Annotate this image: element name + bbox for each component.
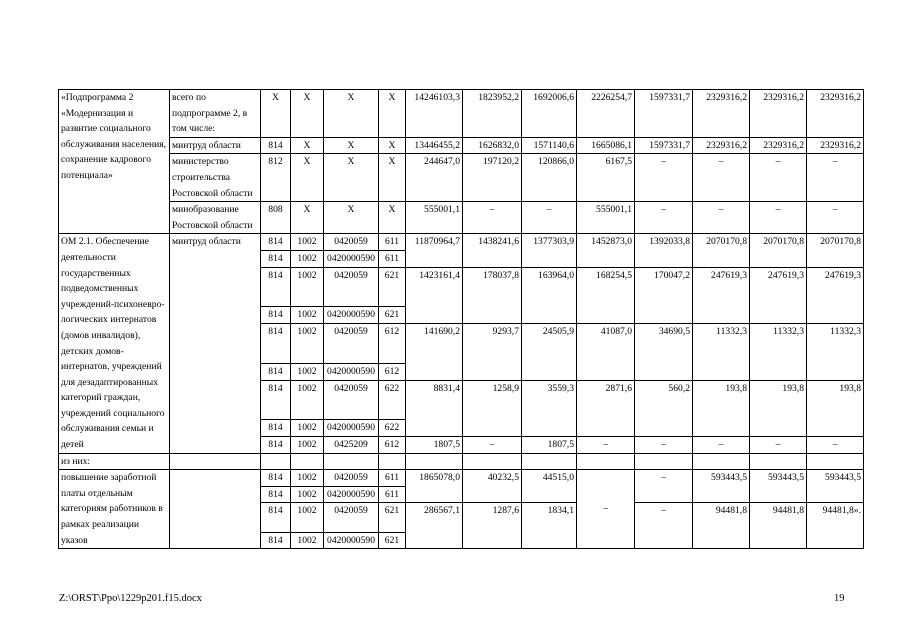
amount-cell-y2020: 1834,1 [522, 503, 577, 549]
amount-cell-total: 1865078,0 [406, 470, 463, 503]
budget-table [58, 89, 864, 549]
expense-type-cell: 621 [379, 307, 406, 324]
amount-cell-y2022: 1597331,7 [635, 90, 693, 138]
amount-cell-y2023: 193,8 [693, 380, 750, 437]
amount-cell-y2021: 2226254,7 [577, 90, 635, 138]
expense-type-cell: Х [379, 90, 406, 138]
amount-cell-y2025: 94481,8». [807, 503, 864, 549]
amount-cell-y2024: – [750, 154, 807, 202]
grbs-cell: 814 [261, 380, 291, 420]
amount-cell-y2024: 2329316,2 [750, 137, 807, 154]
empty-cell [693, 453, 750, 470]
grbs-cell: 814 [261, 363, 291, 380]
amount-cell-y2022: 1392033,8 [635, 234, 693, 267]
grbs-cell: 814 [261, 532, 291, 549]
amount-cell-y2020: 24505,9 [522, 324, 577, 381]
executor-cell: всего по подпрограмме 2, в том числе: [170, 90, 261, 138]
amount-cell-y2023: – [693, 154, 750, 202]
empty-cell [635, 453, 693, 470]
executor-cell [170, 470, 261, 549]
amount-cell-y2022: 1597331,7 [635, 137, 693, 154]
table-row [59, 470, 864, 487]
expense-type-cell: 622 [379, 380, 406, 420]
amount-cell-y2022: – [635, 202, 693, 234]
amount-cell-y2023: 247619,3 [693, 267, 750, 324]
amount-cell-total: 11870964,7 [406, 234, 463, 267]
amount-cell-y2024: 247619,3 [750, 267, 807, 324]
amount-cell-total: 1423161,4 [406, 267, 463, 324]
amount-cell-y2020: 1571140,6 [522, 137, 577, 154]
grbs-cell: 814 [261, 437, 291, 454]
grbs-cell: 814 [261, 470, 291, 487]
grbs-cell: 812 [261, 154, 291, 202]
amount-cell-y2019: 40232,5 [463, 470, 522, 503]
section-cell: Х [291, 90, 324, 138]
empty-cell [170, 453, 261, 470]
amount-cell-y2020: 1377303,9 [522, 234, 577, 267]
executor-cell: министерство строительства Ростовской области [170, 154, 261, 202]
amount-cell-y2021: – [577, 470, 635, 549]
amount-cell-y2025: 2070170,8 [807, 234, 864, 267]
grbs-cell: 808 [261, 202, 291, 234]
amount-cell-y2019: 1258,9 [463, 380, 522, 437]
expense-type-cell: 611 [379, 250, 406, 267]
executor-cell: минтруд области [170, 137, 261, 154]
section-cell: 1002 [291, 307, 324, 324]
table-row [59, 202, 864, 234]
amount-cell-total: 14246103,3 [406, 90, 463, 138]
target-article-cell: 0420059 [324, 234, 379, 251]
expense-type-cell: 612 [379, 324, 406, 364]
empty-cell [750, 453, 807, 470]
section-cell: 1002 [291, 532, 324, 549]
amount-cell-y2019: 9293,7 [463, 324, 522, 381]
amount-cell-total: 1807,5 [406, 437, 463, 454]
amount-cell-y2025: 11332,3 [807, 324, 864, 381]
amount-cell-y2019: 1287,6 [463, 503, 522, 549]
section-cell: 1002 [291, 250, 324, 267]
expense-type-cell: 611 [379, 470, 406, 487]
empty-cell [291, 453, 324, 470]
empty-cell [261, 453, 291, 470]
table-row [59, 90, 864, 138]
grbs-cell: 814 [261, 324, 291, 364]
amount-cell-y2024: – [750, 202, 807, 234]
empty-cell [379, 453, 406, 470]
amount-cell-y2019: 1438241,6 [463, 234, 522, 267]
amount-cell-y2021: 6167,5 [577, 154, 635, 202]
amount-cell-y2020: 120866,0 [522, 154, 577, 202]
expense-type-cell: Х [379, 137, 406, 154]
amount-cell-y2024: 94481,8 [750, 503, 807, 549]
amount-cell-y2024: – [750, 437, 807, 454]
amount-cell-y2023: 11332,3 [693, 324, 750, 381]
amount-cell-y2020: 44515,0 [522, 470, 577, 503]
target-article-cell: Х [324, 202, 379, 234]
empty-cell [522, 453, 577, 470]
amount-cell-y2025: 2329316,2 [807, 137, 864, 154]
amount-cell-y2022: 560,2 [635, 380, 693, 437]
expense-type-cell: 611 [379, 234, 406, 251]
grbs-cell: 814 [261, 250, 291, 267]
amount-cell-y2022: – [635, 154, 693, 202]
amount-cell-y2025: – [807, 154, 864, 202]
section-cell: 1002 [291, 470, 324, 487]
amount-cell-y2024: 11332,3 [750, 324, 807, 381]
expense-type-cell: 612 [379, 437, 406, 454]
expense-type-cell: 621 [379, 503, 406, 532]
amount-cell-y2019: – [463, 437, 522, 454]
grbs-cell: 814 [261, 137, 291, 154]
section-cell: Х [291, 137, 324, 154]
amount-cell-y2025: – [807, 202, 864, 234]
section-cell: Х [291, 154, 324, 202]
expense-type-cell: 621 [379, 532, 406, 549]
amount-cell-y2019: 178037,8 [463, 267, 522, 324]
empty-cell [324, 453, 379, 470]
amount-cell-y2023: 593443,5 [693, 470, 750, 503]
amount-cell-y2020: – [522, 202, 577, 234]
grbs-cell: Х [261, 90, 291, 138]
amount-cell-y2021: 2871,6 [577, 380, 635, 437]
amount-cell-y2021: 168254,5 [577, 267, 635, 324]
expense-type-cell: 622 [379, 420, 406, 437]
expense-type-cell: 621 [379, 267, 406, 307]
target-article-cell: 0420000590 [324, 486, 379, 503]
target-article-cell: 0420059 [324, 470, 379, 487]
grbs-cell: 814 [261, 267, 291, 307]
section-cell: Х [291, 202, 324, 234]
target-article-cell: Х [324, 90, 379, 138]
amount-cell-y2022: 170047,2 [635, 267, 693, 324]
grbs-cell: 814 [261, 486, 291, 503]
table-row [59, 137, 864, 154]
target-article-cell: Х [324, 154, 379, 202]
amount-cell-y2020: 163964,0 [522, 267, 577, 324]
amount-cell-y2020: 1807,5 [522, 437, 577, 454]
section-cell: 1002 [291, 324, 324, 364]
program-name-cell: повышение заработной платы отдельным категориям работников в рамках реализации указов [59, 470, 170, 549]
section-cell: 1002 [291, 363, 324, 380]
program-name-cell: «Подпрограмма 2 «Модернизация и развитие социального обслуживания населения, сохранение кадрового потенциала» [59, 90, 170, 234]
amount-cell-y2023: – [693, 437, 750, 454]
amount-cell-y2024: 593443,5 [750, 470, 807, 503]
empty-cell [577, 453, 635, 470]
section-cell: 1002 [291, 267, 324, 307]
amount-cell-y2019: 1823952,2 [463, 90, 522, 138]
amount-cell-y2020: 1692006,6 [522, 90, 577, 138]
target-article-cell: 0425209 [324, 437, 379, 454]
amount-cell-y2021: 1452873,0 [577, 234, 635, 267]
amount-cell-y2024: 2329316,2 [750, 90, 807, 138]
empty-cell [463, 453, 522, 470]
table-row [59, 154, 864, 202]
section-cell: 1002 [291, 420, 324, 437]
section-cell: 1002 [291, 380, 324, 420]
table-row [59, 234, 864, 251]
amount-cell-y2023: – [693, 202, 750, 234]
amount-cell-y2022: – [635, 470, 693, 503]
grbs-cell: 814 [261, 307, 291, 324]
empty-cell [807, 453, 864, 470]
expense-type-cell: Х [379, 202, 406, 234]
amount-cell-y2024: 193,8 [750, 380, 807, 437]
expense-type-cell: 611 [379, 486, 406, 503]
grbs-cell: 814 [261, 234, 291, 251]
section-cell: 1002 [291, 503, 324, 532]
amount-cell-total: 13446455,2 [406, 137, 463, 154]
grbs-cell: 814 [261, 420, 291, 437]
amount-cell-total: 141690,2 [406, 324, 463, 381]
target-article-cell: 0420059 [324, 324, 379, 364]
program-name-cell: ОМ 2.1. Обеспечение деятельности государственных подведомственных учреждений-психоневро-логических интернатов (домов инвалидов), детских домов-интернатов, учреждений для дезадаптированных категорий граждан, учреждений социального обслуживания семьи и детей [59, 234, 170, 453]
amount-cell-y2019: – [463, 202, 522, 234]
amount-cell-y2021: 1665086,1 [577, 137, 635, 154]
expense-type-cell: 612 [379, 363, 406, 380]
target-article-cell: 0420000590 [324, 420, 379, 437]
expense-type-cell: Х [379, 154, 406, 202]
amount-cell-y2020: 3559,3 [522, 380, 577, 437]
amount-cell-y2025: 247619,3 [807, 267, 864, 324]
amount-cell-y2022: – [635, 503, 693, 549]
file-path: Z:\ORST\Ppo\1229p201.f15.docx [59, 593, 202, 604]
target-article-cell: 0420000590 [324, 363, 379, 380]
target-article-cell: 0420059 [324, 380, 379, 420]
amount-cell-total: 244647,0 [406, 154, 463, 202]
target-article-cell: 0420059 [324, 503, 379, 532]
amount-cell-y2021: – [577, 437, 635, 454]
target-article-cell: 0420000590 [324, 307, 379, 324]
page-number: 19 [834, 593, 845, 604]
table-row [59, 453, 864, 470]
amount-cell-y2025: 593443,5 [807, 470, 864, 503]
amount-cell-y2025: 193,8 [807, 380, 864, 437]
amount-cell-total: 8831,4 [406, 380, 463, 437]
section-cell: 1002 [291, 437, 324, 454]
amount-cell-y2023: 2070170,8 [693, 234, 750, 267]
amount-cell-y2025: – [807, 437, 864, 454]
amount-cell-y2019: 197120,2 [463, 154, 522, 202]
target-article-cell: 0420000590 [324, 532, 379, 549]
executor-cell: минтруд области [170, 234, 261, 453]
amount-cell-y2019: 1626832,0 [463, 137, 522, 154]
amount-cell-y2024: 2070170,8 [750, 234, 807, 267]
amount-cell-y2022: 34690,5 [635, 324, 693, 381]
amount-cell-y2021: 555001,1 [577, 202, 635, 234]
amount-cell-total: 286567,1 [406, 503, 463, 549]
section-label-cell: из них: [59, 453, 170, 470]
amount-cell-y2023: 2329316,2 [693, 137, 750, 154]
executor-cell: минобразование Ростовской области [170, 202, 261, 234]
amount-cell-y2023: 94481,8 [693, 503, 750, 549]
empty-cell [406, 453, 463, 470]
target-article-cell: 0420000590 [324, 250, 379, 267]
amount-cell-y2021: 41087,0 [577, 324, 635, 381]
grbs-cell: 814 [261, 503, 291, 532]
amount-cell-y2025: 2329316,2 [807, 90, 864, 138]
amount-cell-y2022: – [635, 437, 693, 454]
target-article-cell: 0420059 [324, 267, 379, 307]
amount-cell-total: 555001,1 [406, 202, 463, 234]
amount-cell-y2023: 2329316,2 [693, 90, 750, 138]
section-cell: 1002 [291, 234, 324, 251]
target-article-cell: Х [324, 137, 379, 154]
section-cell: 1002 [291, 486, 324, 503]
